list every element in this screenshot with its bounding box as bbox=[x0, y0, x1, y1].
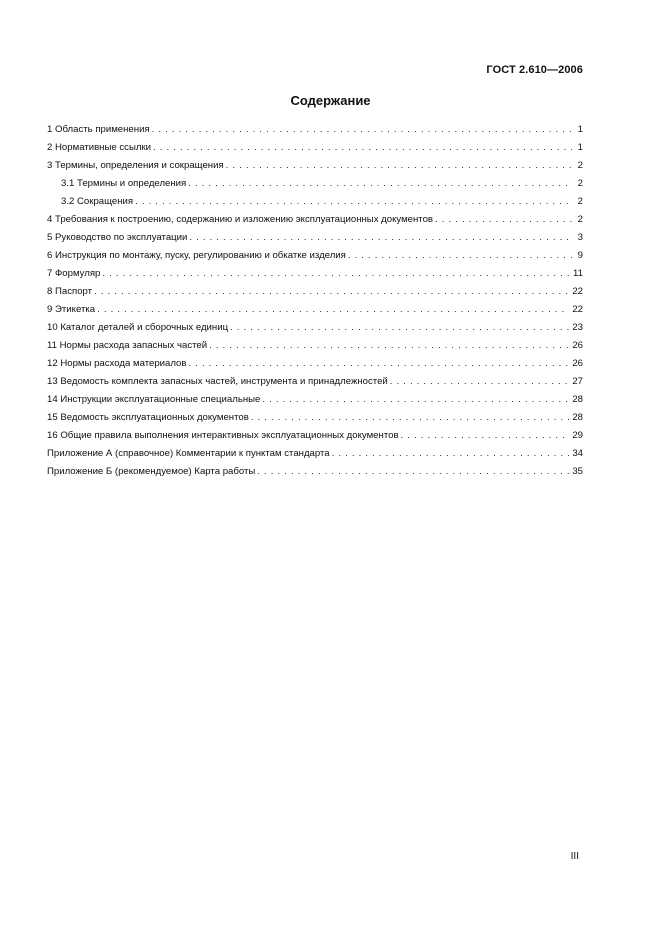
toc-leader-dots bbox=[189, 229, 572, 247]
toc-entry[interactable] bbox=[47, 175, 583, 193]
toc-entry[interactable] bbox=[47, 265, 583, 283]
toc-leader-dots bbox=[262, 391, 569, 409]
toc-entry[interactable] bbox=[47, 139, 583, 157]
toc-entry-page: 1 bbox=[577, 124, 583, 135]
toc-entry[interactable] bbox=[47, 409, 583, 427]
toc-leader-dots bbox=[153, 139, 572, 157]
toc-entry-label: 6 Инструкция по монтажу, пуску, регулированию и обкатке изделия bbox=[47, 250, 346, 261]
toc-entry-page: 26 bbox=[572, 358, 583, 369]
toc-entry-page: 9 bbox=[577, 250, 583, 261]
table-of-contents bbox=[47, 121, 583, 481]
toc-leader-dots bbox=[135, 193, 572, 211]
toc-entry-label: 13 Ведомость комплекта запасных частей, инструмента и принадлежностей bbox=[47, 376, 388, 387]
toc-entry-label: 9 Этикетка bbox=[47, 304, 96, 315]
toc-entry[interactable] bbox=[47, 283, 583, 301]
toc-entry-page: 2 bbox=[577, 160, 583, 171]
toc-leader-dots bbox=[435, 211, 572, 229]
toc-entry-label: 2 Нормативные ссылки bbox=[47, 142, 152, 153]
toc-leader-dots bbox=[226, 157, 572, 175]
toc-entry-page: 28 bbox=[572, 412, 583, 423]
toc-entry-page: 1 bbox=[577, 142, 583, 153]
toc-entry-page: 3 bbox=[577, 232, 583, 243]
toc-entry-page: 28 bbox=[572, 394, 583, 405]
toc-entry[interactable] bbox=[47, 319, 583, 337]
toc-leader-dots bbox=[251, 409, 570, 427]
toc-entry[interactable] bbox=[47, 229, 583, 247]
toc-leader-dots bbox=[390, 373, 570, 391]
document-code: ГОСТ 2.610—2006 bbox=[486, 64, 583, 76]
toc-entry[interactable] bbox=[47, 463, 583, 481]
toc-entry-page: 22 bbox=[572, 286, 583, 297]
toc-entry-label: 12 Нормы расхода материалов bbox=[47, 358, 187, 369]
toc-entry[interactable] bbox=[47, 427, 583, 445]
toc-entry[interactable] bbox=[47, 211, 583, 229]
toc-title: Содержание bbox=[290, 93, 371, 108]
toc-entry[interactable] bbox=[47, 445, 583, 463]
toc-leader-dots bbox=[230, 319, 569, 337]
toc-leader-dots bbox=[209, 337, 569, 355]
toc-entry-page: 23 bbox=[572, 322, 583, 333]
page-number: III bbox=[570, 851, 579, 862]
toc-entry-label: Приложение А (справочное) Комментарии к пунктам стандарта bbox=[47, 448, 330, 459]
toc-entry[interactable] bbox=[47, 157, 583, 175]
toc-entry-label: 16 Общие правила выполнения интерактивных эксплуатационных документов bbox=[47, 430, 399, 441]
toc-entry-label: 4 Требования к построению, содержанию и изложению эксплуатационных документов bbox=[47, 214, 434, 225]
toc-entry-label: 14 Инструкции эксплуатационные специальные bbox=[47, 394, 261, 405]
toc-entry[interactable] bbox=[47, 121, 583, 139]
toc-entry-page: 35 bbox=[572, 466, 583, 477]
toc-leader-dots bbox=[257, 463, 569, 481]
toc-entry[interactable] bbox=[47, 193, 583, 211]
toc-entry-label: 3.2 Сокращения bbox=[61, 196, 134, 207]
toc-leader-dots bbox=[97, 301, 569, 319]
toc-entry-label: 3 Термины, определения и сокращения bbox=[47, 160, 224, 171]
toc-entry-page: 22 bbox=[572, 304, 583, 315]
toc-entry[interactable] bbox=[47, 337, 583, 355]
toc-entry-page: 27 bbox=[572, 376, 583, 387]
toc-entry-page: 2 bbox=[577, 178, 583, 189]
toc-entry[interactable] bbox=[47, 301, 583, 319]
toc-entry[interactable] bbox=[47, 373, 583, 391]
toc-leader-dots bbox=[94, 283, 569, 301]
toc-entry-page: 29 bbox=[572, 430, 583, 441]
toc-entry-label: Приложение Б (рекомендуемое) Карта работы bbox=[47, 466, 256, 477]
toc-leader-dots bbox=[332, 445, 570, 463]
toc-entry-page: 2 bbox=[577, 214, 583, 225]
toc-entry-label: 15 Ведомость эксплуатационных документов bbox=[47, 412, 249, 423]
toc-entry[interactable] bbox=[47, 247, 583, 265]
toc-entry-page: 34 bbox=[572, 448, 583, 459]
toc-entry-page: 11 bbox=[573, 268, 583, 279]
toc-leader-dots bbox=[152, 121, 572, 139]
toc-entry-label: 5 Руководство по эксплуатации bbox=[47, 232, 188, 243]
toc-entry-page: 26 bbox=[572, 340, 583, 351]
toc-entry[interactable] bbox=[47, 391, 583, 409]
toc-entry-label: 10 Каталог деталей и сборочных единиц bbox=[47, 322, 229, 333]
toc-entry-page: 2 bbox=[577, 196, 583, 207]
toc-entry-label: 8 Паспорт bbox=[47, 286, 93, 297]
toc-leader-dots bbox=[102, 265, 570, 283]
toc-leader-dots bbox=[188, 175, 572, 193]
toc-entry-label: 11 Нормы расхода запасных частей bbox=[47, 340, 208, 351]
toc-entry-label: 7 Формуляр bbox=[47, 268, 101, 279]
toc-leader-dots bbox=[348, 247, 572, 265]
toc-leader-dots bbox=[401, 427, 570, 445]
toc-entry-label: 3.1 Термины и определения bbox=[61, 178, 187, 189]
toc-entry[interactable] bbox=[47, 355, 583, 373]
toc-entry-label: 1 Область применения bbox=[47, 124, 150, 135]
toc-leader-dots bbox=[188, 355, 569, 373]
